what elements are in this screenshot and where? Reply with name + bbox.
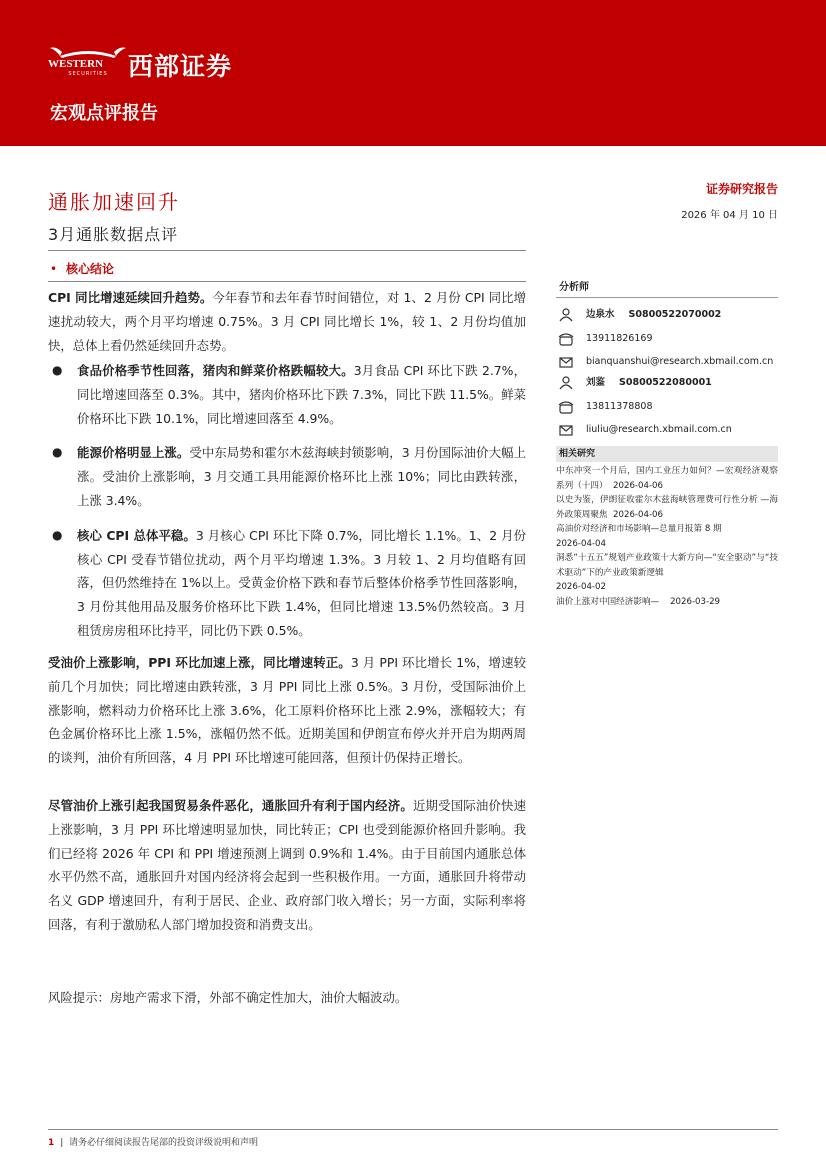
analyst-license: S0800522080001 — [619, 377, 712, 388]
analyst-email[interactable]: bianquanshui@research.xbmail.com.cn — [586, 356, 774, 367]
email-icon — [558, 355, 574, 369]
related-title[interactable]: 洞悉“十五五”规划产业政策十大新方向—“安全驱动”与“技术驱动”下的产业政策新逻辑 — [556, 553, 778, 578]
related-item[interactable] — [556, 595, 778, 610]
related-item[interactable] — [556, 464, 778, 493]
related-item[interactable] — [556, 522, 778, 551]
bullet-icon: ● — [52, 527, 63, 542]
report-subtitle: 3月通胀数据点评 — [48, 225, 179, 244]
logo-subtext: SECURITIES — [68, 71, 108, 77]
bullet-lead: 核心 CPI 总体平稳。 — [77, 527, 196, 543]
footer-separator: | — [60, 1138, 64, 1148]
paragraph-ppi — [48, 651, 526, 770]
divider — [48, 281, 526, 282]
related-item[interactable] — [556, 551, 778, 595]
risk-warning: 风险提示：房地产需求下滑，外部不确定性加大，油价大幅波动。 — [48, 990, 408, 1005]
paragraph-text: 近期受国际油价快速上涨影响，3 月 PPI 环比增速明显加快，同比转正；CPI 也受到能源价格回升影响。我们已经将 2026 年 CPI 和 PPI 增速预测上调到 0.9%和 1.4%。由于目前国内通胀总体水平仍然不高，通胀回升对国内经济将会起到一些积极作用。一方面，通胀回升将带动名义 GDP 增速回升，有利于居民、企业、政府部门收入增长；另一方面，实际利率将回落，有利于激励私人部门增加投资和消费支出。 — [48, 798, 527, 932]
header-banner — [0, 0, 826, 146]
paragraph-cpi — [48, 286, 526, 357]
report-category-tag: 证券研究报告 — [705, 182, 778, 196]
paragraph-outlook — [48, 794, 526, 937]
report-title: 通胀加速回升 — [48, 190, 180, 214]
related-title[interactable]: 高油价对经济和市场影响—总量月报第 8 期 — [556, 524, 722, 534]
analyst-license: S0800522070002 — [628, 309, 722, 320]
core-conclusion-heading: 核心结论 — [66, 262, 115, 276]
bullet-list — [48, 359, 526, 643]
bullet-icon: • — [50, 262, 58, 276]
divider — [556, 297, 778, 298]
footer-divider — [48, 1129, 778, 1130]
related-date: 2026-04-06 — [613, 509, 663, 520]
bullet-icon: ● — [52, 445, 63, 460]
related-date: 2026-04-06 — [613, 480, 663, 491]
logo-english: WESTERN — [48, 58, 104, 70]
paragraph-text: 3 月 PPI 环比增长 1%，增速较前几个月加快；同比增速由跌转涨，3 月 PPI 同比上涨 0.5%。3 月份，受国际油价上涨影响，燃料动力价格环比上涨 3.6%，化工原料价格环比上涨 2.9%，涨幅较大；有色金属价格环比上涨 1.5%，涨幅仍然不低。近期美国和伊朗宣布停火并开启为期两周的谈判，油价有所回落，4 月 PPI 环比增速可能回落，但预计仍保持正增长。 — [48, 655, 526, 766]
phone-icon — [558, 332, 574, 346]
footer — [48, 1135, 258, 1148]
analyst-name: 刘鉴 — [586, 377, 606, 388]
bullet-lead: 食品价格季节性回落，猪肉和鲜菜价格跌幅较大。 — [77, 363, 354, 378]
analyst-email[interactable]: liuliu@research.xbmail.com.cn — [586, 424, 732, 435]
related-title[interactable]: 中东冲突一个月后，国内工业压力如何？—宏观经济观察系列（十四） — [556, 466, 778, 491]
logo-chinese: 西部证券 — [128, 52, 233, 81]
analyst-phone-row — [556, 399, 778, 415]
paragraph-text: 今年春节和去年春节时间错位，对 1、2 月份 CPI 同比增速扰动较大，两个月平均增速 0.75%。3 月 CPI 同比增长 1%，较 1、2 月份均值加快，总体上看仍然延续回升态势。 — [48, 290, 526, 353]
list-item — [48, 524, 526, 643]
paragraph-lead: 受油价上涨影响，PPI 环比加速上涨，同比增速转正。 — [48, 655, 351, 670]
list-item — [48, 359, 526, 430]
email-icon — [558, 423, 574, 437]
analyst-section-title: 分析师 — [556, 280, 778, 296]
bullet-icon: ● — [52, 363, 63, 377]
related-research-list — [556, 464, 778, 609]
analyst-phone-row — [556, 331, 778, 347]
analyst-row — [556, 307, 778, 323]
related-date: 2026-04-02 — [556, 582, 606, 592]
related-item[interactable] — [556, 493, 778, 522]
analyst-name: 边泉水 — [586, 309, 615, 320]
bullet-lead: 能源价格明显上涨。 — [77, 445, 190, 461]
related-title[interactable]: 油价上涨对中国经济影响— — [556, 596, 660, 607]
footer-disclaimer: 请务必仔细阅读报告尾部的投资评级说明和声明 — [69, 1138, 259, 1148]
person-icon — [558, 308, 574, 322]
bullet-text: 3 月核心 CPI 环比下降 0.7%，同比增长 1.1%。1、2 月份核心 CPI 受春节错位扰动，两个月平均增速 1.3%。3 月较 1、2 月均值略有回落，但仍然维持在 1%以上。受黄金价格下跌和春节后整体价格季节性回落影响，3 月份其他用品及服务价格环比下跌 1.4%，但同比增速 13.5%仍然较高。3 月租赁房房租环比持平，同比仍下跌 0.5%。 — [77, 527, 526, 638]
bullet-text: 3月食品 CPI 环比下跌 2.7%，同比增速回落至 0.3%。其中，猪肉价格环比下跌 7.3%，同比下跌 11.5%。鲜菜价格环比下跌 10.1%，同比增速回落至 4.9%。 — [77, 363, 526, 426]
related-title[interactable]: 以史为鉴，伊朗征收霍尔木兹海峡管理费可行性分析 —海外政策周聚焦 — [556, 495, 778, 520]
report-type: 宏观点评报告 — [50, 103, 158, 124]
list-item — [48, 441, 526, 512]
paragraph-lead: CPI 同比增速延续回升趋势。 — [48, 290, 213, 305]
analyst-email-row — [556, 354, 778, 370]
analyst-phone: 13811378808 — [586, 401, 653, 412]
related-date: 2026-03-29 — [670, 596, 721, 607]
phone-icon — [558, 400, 574, 414]
related-date: 2026-04-04 — [556, 538, 606, 549]
bullet-text: 受中东局势和霍尔木兹海峡封锁影响，3 月份国际油价大幅上涨。受油价上涨影响，3 月交通工具用能源价格环比上涨 10%；同比由跌转涨，上涨 3.4%。 — [77, 445, 526, 508]
divider — [48, 250, 526, 251]
analyst-row — [556, 375, 778, 391]
page-number: 1 — [48, 1138, 55, 1148]
analyst-email-row — [556, 422, 778, 438]
report-date: 2026 年 04 月 10 日 — [681, 210, 778, 221]
person-icon — [558, 376, 574, 390]
analyst-phone: 13911826169 — [586, 333, 653, 344]
paragraph-lead: 尽管油价上涨引起我国贸易条件恶化，通胀回升有利于国内经济。 — [48, 798, 413, 813]
related-section-title: 相关研究 — [556, 446, 778, 462]
